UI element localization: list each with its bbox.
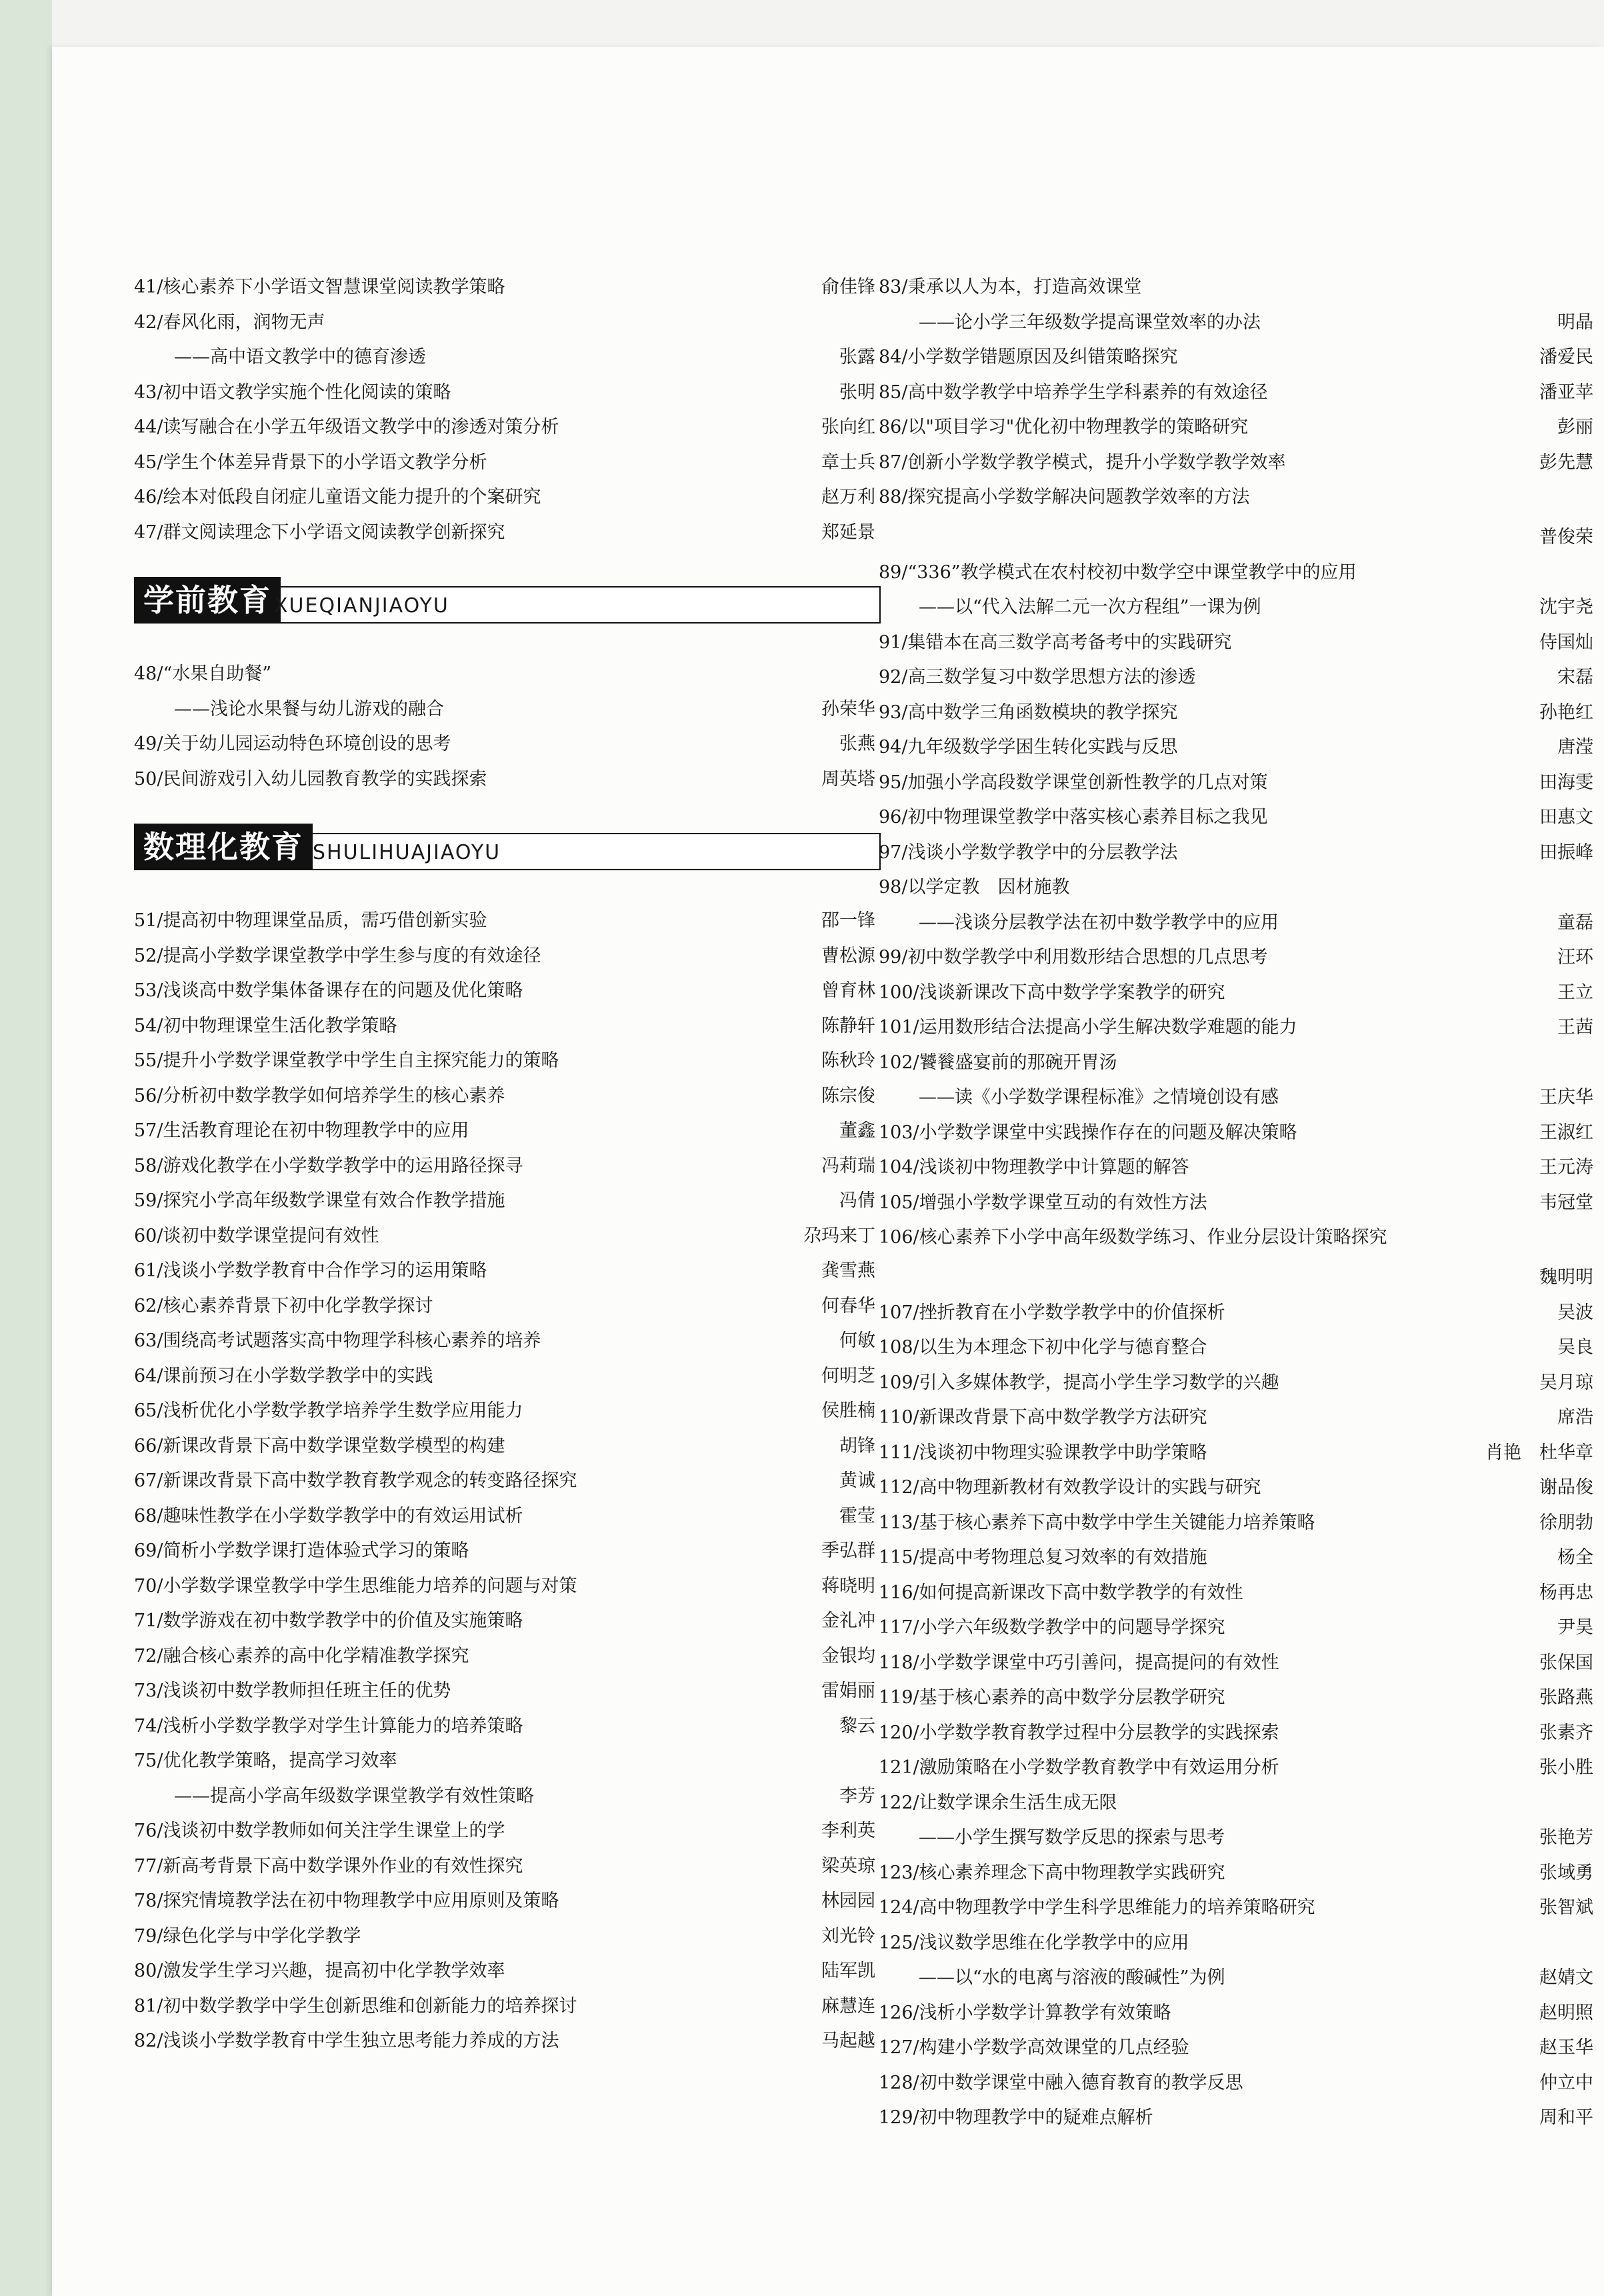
toc-entry [879, 730, 1599, 766]
entry-title: 77/新高考背景下高中数学课外作业的有效性探究 [134, 1855, 523, 1877]
entry-author: 王茜 [1557, 1017, 1593, 1038]
toc-entry [879, 2101, 1599, 2136]
entry-title: 87/创新小学数学教学模式，提升小学数学教学效率 [879, 451, 1286, 473]
entry-title: 116/如何提高新课改下高中数学教学的有效性 [879, 1582, 1243, 1603]
entry-author: 霍莹 [839, 1505, 875, 1526]
toc-entry [134, 480, 881, 515]
entry-author: 肖艳 杜华章 [1485, 1442, 1593, 1463]
toc-entry [879, 1610, 1599, 1646]
entry-author: 季弘群 [821, 1540, 875, 1561]
entry-title: 115/提高中考物理总复习效率的有效措施 [879, 1547, 1207, 1568]
entry-title: 105/增强小学数学课堂互动的有效性方法 [879, 1192, 1207, 1213]
entry-title: 97/浅谈小学数学教学中的分层教学法 [879, 842, 1178, 863]
entry-title: 123/核心素养理念下高中物理教学实践研究 [879, 1862, 1225, 1883]
toc-entry [134, 2024, 881, 2059]
toc-entry [879, 1751, 1599, 1786]
entry-author: 彭丽 [1557, 417, 1593, 437]
entry-title: 106/核心素养下小学中高年级数学练习、作业分层设计策略探究 [879, 1227, 1387, 1248]
toc-entry [134, 657, 881, 692]
toc-entry [134, 445, 881, 481]
entry-title: 56/分析初中数学教学如何培养学生的核心素养 [134, 1085, 505, 1106]
entry-group-shulihua-continued [879, 270, 1599, 2136]
toc-entry [879, 1186, 1599, 1221]
toc-entry [134, 939, 881, 974]
entry-author: 黎云 [839, 1715, 875, 1737]
toc-entry [134, 1289, 881, 1324]
entry-title: 78/探究情境教学法在初中物理教学中应用原则及策略 [134, 1891, 559, 1911]
toc-entry [879, 1366, 1599, 1401]
entry-title: 120/小学数学教育教学过程中分层教学的实践探索 [879, 1722, 1279, 1743]
entry-author: 王庆华 [1539, 1087, 1593, 1108]
entry-title: 48/“水果自助餐” [134, 664, 272, 684]
entry-author: 吴波 [1557, 1302, 1593, 1323]
toc-entry [879, 1080, 1599, 1116]
toc-entry [879, 1646, 1599, 1681]
entry-author: 章士兵 [821, 451, 875, 473]
entry-title: 86/以"项目学习"优化初中物理教学的策略研究 [879, 417, 1249, 437]
toc-entry [879, 515, 1599, 555]
entry-author: 童磊 [1557, 912, 1593, 933]
entry-author: 陈静轩 [821, 1015, 875, 1036]
entry-author: 金礼冲 [821, 1610, 875, 1631]
entry-title: 57/生活教育理论在初中物理教学中的应用 [134, 1120, 469, 1141]
entry-author: 曹松源 [821, 945, 875, 966]
toc-entry [134, 1919, 881, 1955]
entry-title: 66/新课改背景下高中数学课堂数学模型的构建 [134, 1435, 505, 1456]
toc-entry [134, 1429, 881, 1464]
toc-entry [134, 1814, 881, 1849]
entry-title: 52/提高小学数学课堂教学中学生参与度的有效途径 [134, 945, 541, 966]
toc-entry [134, 1989, 881, 2025]
section-title: 数理化教育 [134, 824, 313, 870]
entry-title: 91/集错本在高三数学高考备考中的实践研究 [879, 632, 1232, 653]
entry-author: 蒋晓明 [821, 1575, 875, 1596]
entry-author: 普俊荣 [1539, 527, 1593, 547]
entry-title: 118/小学数学课堂中巧引善问，提高提问的有效性 [879, 1652, 1279, 1673]
toc-entry [879, 1116, 1599, 1151]
entry-title: 128/初中数学课堂中融入德育教育的教学反思 [879, 2072, 1243, 2093]
entry-author: 雷娟丽 [821, 1680, 875, 1701]
toc-entry [134, 692, 881, 728]
entry-title: 43/初中语文教学实施个性化阅读的策略 [134, 381, 451, 403]
toc-entry [134, 1604, 881, 1639]
toc-entry [134, 1254, 881, 1289]
toc-entry [879, 305, 1599, 341]
entry-title: ——以“代入法解二元一次方程组”一课为例 [919, 597, 1261, 618]
toc-entry [134, 1184, 881, 1219]
entry-author: 潘爱民 [1539, 347, 1593, 367]
entry-title: 125/浅议数学思维在化学教学中的应用 [879, 1932, 1189, 1953]
toc-entry [134, 1394, 881, 1429]
entry-title: 62/核心素养背景下初中化学教学探讨 [134, 1295, 433, 1316]
page-spine [0, 0, 52, 2296]
entry-title: 59/探究小学高年级数学课堂有效合作教学措施 [134, 1190, 505, 1211]
toc-entry [879, 906, 1599, 941]
toc-page [52, 47, 1604, 2296]
section-pinyin: XUEQIANJIAOYU [274, 594, 449, 618]
toc-entry [879, 1540, 1599, 1576]
entry-author: 黄诚 [839, 1470, 875, 1491]
entry-author: 吴月琼 [1539, 1372, 1593, 1393]
entry-author: 马起越 [821, 2031, 875, 2051]
toc-entry [134, 1499, 881, 1534]
entry-author: 李利英 [821, 1821, 875, 1841]
entry-title: 58/游戏化教学在小学数学教学中的运用路径探寻 [134, 1155, 523, 1176]
entry-title: ——以“水的电离与溶液的酸碱性”为例 [919, 1967, 1225, 1988]
toc-entry [879, 1996, 1599, 2031]
toc-entry [879, 1150, 1599, 1186]
toc-entry [134, 1324, 881, 1359]
entry-author: 陆军凯 [821, 1961, 875, 1981]
entry-author: 田惠文 [1539, 807, 1593, 828]
toc-entry [879, 270, 1599, 305]
entry-group-yuwen [134, 270, 881, 550]
entry-author: 杨再忠 [1539, 1582, 1593, 1603]
toc-entry [134, 1744, 881, 1779]
entry-author: 赵婧文 [1539, 1967, 1593, 1988]
entry-author: 张域勇 [1539, 1862, 1593, 1883]
left-column [134, 270, 881, 2059]
entry-author: 陈宗俊 [821, 1085, 875, 1106]
entry-title: 108/以生为本理念下初中化学与德育整合 [879, 1337, 1207, 1358]
entry-author: 吴良 [1557, 1337, 1593, 1358]
entry-title: 101/运用数形结合法提高小学生解决数学难题的能力 [879, 1017, 1297, 1038]
toc-entry [134, 305, 881, 341]
toc-entry [134, 515, 881, 551]
entry-author: 俞佳锋 [821, 277, 875, 297]
entry-title: 79/绿色化学与中学化学教学 [134, 1925, 361, 1947]
entry-title: 67/新课改背景下高中数学教育教学观念的转变路径探究 [134, 1470, 577, 1491]
entry-author: 林园园 [821, 1891, 875, 1911]
entry-title: 60/谈初中数学课堂提问有效性 [134, 1225, 379, 1246]
entry-author: 徐朋勃 [1539, 1512, 1593, 1533]
toc-entry [134, 1464, 881, 1499]
entry-author: 侍国灿 [1539, 632, 1593, 653]
entry-title: 85/高中数学教学中培养学生学科素养的有效途径 [879, 381, 1268, 403]
toc-entry [134, 1114, 881, 1149]
entry-title: 45/学生个体差异背景下的小学语文教学分析 [134, 451, 487, 473]
entry-author: 刘光铃 [821, 1925, 875, 1947]
entry-author: 赵明照 [1539, 2002, 1593, 2023]
entry-author: 张露 [839, 347, 875, 367]
entry-author: 周和平 [1539, 2107, 1593, 2128]
entry-author: 张明 [839, 381, 875, 403]
entry-author: 张小胜 [1539, 1757, 1593, 1778]
entry-title: 117/小学六年级数学教学中的问题导学探究 [879, 1617, 1225, 1638]
entry-title: ——高中语文教学中的德育渗透 [174, 347, 426, 367]
entry-title: 83/秉承以人为本，打造高效课堂 [879, 277, 1142, 297]
entry-title: 92/高三数学复习中数学思想方法的渗透 [879, 667, 1196, 688]
entry-author: 董鑫 [839, 1120, 875, 1141]
entry-author: 冯倩 [839, 1190, 875, 1211]
toc-entry [879, 590, 1599, 626]
toc-entry [134, 1044, 881, 1079]
entry-author: 明晶 [1557, 311, 1593, 333]
toc-entry [134, 1884, 881, 1919]
entry-title: 61/浅谈小学数学教育中合作学习的运用策略 [134, 1260, 487, 1281]
entry-author: 冯莉瑞 [821, 1155, 875, 1176]
entry-title: 100/浅谈新课改下高中数学学案教学的研究 [879, 982, 1225, 1003]
entry-author: 何明芝 [821, 1365, 875, 1386]
toc-entry [134, 974, 881, 1009]
entry-author: 仲立中 [1539, 2072, 1593, 2093]
toc-entry [879, 976, 1599, 1011]
entry-author: 田振峰 [1539, 842, 1593, 863]
entry-title: 64/课前预习在小学数学教学中的实践 [134, 1365, 433, 1386]
toc-entry [879, 1891, 1599, 1926]
entry-author: 陈秋玲 [821, 1050, 875, 1071]
entry-author: 张智斌 [1539, 1897, 1593, 1918]
toc-entry [879, 1436, 1599, 1471]
entry-title: 76/浅谈初中数学教师如何关注学生课堂上的学 [134, 1821, 505, 1841]
entry-author: 谢品俊 [1539, 1477, 1593, 1498]
entry-title: 82/浅谈小学数学教育中学生独立思考能力养成的方法 [134, 2031, 559, 2051]
entry-title: ——小学生撰写数学反思的探索与思考 [919, 1827, 1225, 1848]
entry-title: 50/民间游戏引入幼儿园教育教学的实践探索 [134, 768, 487, 790]
section-pinyin: SHULIHUAJIAOYU [313, 841, 501, 864]
entry-title: 112/高中物理新教材有效教学设计的实践与研究 [879, 1477, 1261, 1498]
entry-title: 127/构建小学数学高效课堂的几点经验 [879, 2037, 1189, 2058]
entry-title: 80/激发学生学习兴趣，提高初中化学教学效率 [134, 1961, 505, 1981]
entry-title: 75/优化教学策略，提高学习效率 [134, 1751, 397, 1771]
toc-entry [879, 2031, 1599, 2066]
entry-author: 彭先慧 [1539, 451, 1593, 473]
toc-entry [134, 1569, 881, 1604]
entry-author: 张素齐 [1539, 1722, 1593, 1743]
toc-entry [879, 940, 1599, 976]
toc-entry [879, 445, 1599, 481]
entry-title: 95/加强小学高段数学课堂创新性教学的几点对策 [879, 772, 1268, 793]
toc-entry [879, 1680, 1599, 1716]
entry-title: 47/群文阅读理念下小学语文阅读教学创新探究 [134, 521, 505, 543]
entry-title: 122/让数学课余生活生成无限 [879, 1792, 1117, 1813]
toc-entry [879, 836, 1599, 871]
entry-author: 何春华 [821, 1295, 875, 1316]
entry-title: 49/关于幼儿园运动特色环境创设的思考 [134, 734, 451, 754]
section-title: 学前教育 [134, 577, 281, 624]
toc-entry [134, 1709, 881, 1745]
entry-author: 张燕 [839, 734, 875, 754]
entry-author: 杨全 [1557, 1547, 1593, 1568]
entry-title: 119/基于核心素养的高中数学分层教学研究 [879, 1687, 1225, 1708]
entry-author: 麻慧连 [821, 1995, 875, 2017]
entry-author: 汪环 [1557, 947, 1593, 968]
entry-title: 104/浅谈初中物理教学中计算题的解答 [879, 1157, 1189, 1178]
toc-entry [879, 626, 1599, 661]
toc-entry [879, 555, 1599, 591]
entry-author: 赵玉华 [1539, 2037, 1593, 2058]
entry-author: 金银均 [821, 1645, 875, 1666]
entry-title: 109/引入多媒体教学，提高小学生学习数学的兴趣 [879, 1372, 1279, 1393]
entry-author: 侯胜楠 [821, 1400, 875, 1421]
entry-title: 98/以学定教 因材施教 [879, 877, 1070, 898]
entry-title: 70/小学数学课堂教学中学生思维能力培养的问题与对策 [134, 1575, 577, 1596]
toc-entry [879, 2066, 1599, 2101]
entry-title: 111/浅谈初中物理实验课教学中助学策略 [879, 1442, 1207, 1463]
entry-author: 尹昊 [1557, 1617, 1593, 1638]
entry-title: 71/数学游戏在初中数学教学中的价值及实施策略 [134, 1610, 523, 1631]
entry-title: 126/浅析小学数学计算教学有效策略 [879, 2002, 1171, 2023]
entry-title: 53/浅谈高中数学集体备课存在的问题及优化策略 [134, 980, 523, 1001]
toc-entry [134, 375, 881, 411]
entry-author: 李芳 [839, 1785, 875, 1807]
right-column [879, 270, 1599, 2136]
entry-title: 94/九年级数学学困生转化实践与反思 [879, 737, 1178, 758]
entry-title: 107/挫折教育在小学数学教学中的价值探析 [879, 1302, 1225, 1323]
entry-author: 孙荣华 [821, 698, 875, 720]
toc-entry [134, 1219, 881, 1254]
entry-title: 51/提高初中物理课堂品质，需巧借创新实验 [134, 910, 487, 931]
entry-title: 42/春风化雨，润物无声 [134, 311, 325, 333]
entry-title: ——读《小学数学课程标准》之情境创设有感 [919, 1087, 1279, 1108]
entry-title: 99/初中数学教学中利用数形结合思想的几点思考 [879, 947, 1268, 968]
entry-author: 郑延景 [821, 521, 875, 543]
toc-entry [134, 904, 881, 939]
toc-entry [879, 696, 1599, 731]
entry-title: 74/浅析小学数学教学对学生计算能力的培养策略 [134, 1715, 523, 1737]
entry-author: 曾育林 [821, 980, 875, 1001]
entry-title: 63/围绕高考试题落实高中物理学科核心素养的培养 [134, 1330, 541, 1351]
toc-entry [879, 870, 1599, 906]
entry-author: 梁英琼 [821, 1855, 875, 1877]
toc-entry [134, 1149, 881, 1184]
toc-entry [879, 410, 1599, 445]
toc-entry [879, 1296, 1599, 1331]
entry-title: 81/初中数学教学中学生创新思维和创新能力的培养探讨 [134, 1995, 577, 2017]
toc-entry [134, 1359, 881, 1394]
toc-entry [879, 1256, 1599, 1296]
entry-author: 张路燕 [1539, 1687, 1593, 1708]
toc-entry [134, 727, 881, 762]
toc-entry [134, 1954, 881, 1989]
entry-title: 110/新课改背景下高中数学教学方法研究 [879, 1407, 1207, 1428]
toc-entry [879, 1470, 1599, 1506]
toc-entry [879, 1400, 1599, 1436]
toc-entry [134, 1849, 881, 1885]
entry-title: ——提高小学高年级数学课堂教学有效性策略 [174, 1785, 534, 1807]
toc-entry [134, 1079, 881, 1114]
entry-author: 王立 [1557, 982, 1593, 1003]
entry-title: 73/浅谈初中数学教师担任班主任的优势 [134, 1680, 451, 1701]
entry-title: 41/核心素养下小学语文智慧课堂阅读教学策略 [134, 277, 505, 297]
entry-title: 72/融合核心素养的高中化学精准教学探究 [134, 1645, 469, 1666]
entry-author: 何敏 [839, 1330, 875, 1351]
entry-author: 宋磊 [1557, 667, 1593, 688]
toc-entry [879, 480, 1599, 515]
toc-entry [879, 1926, 1599, 1961]
entry-author: 邵一锋 [821, 910, 875, 931]
toc-entry [134, 1639, 881, 1674]
entry-title: 84/小学数学错题原因及纠错策略探究 [879, 347, 1178, 367]
section-header-shulihua [134, 824, 881, 884]
toc-entry [134, 270, 881, 305]
entry-author: 沈宇尧 [1539, 597, 1593, 618]
entry-title: 69/简析小学数学课打造体验式学习的策略 [134, 1540, 469, 1561]
entry-title: 102/饕餮盛宴前的那碗开胃汤 [879, 1052, 1117, 1073]
toc-entry [134, 410, 881, 445]
entry-author: 田海雯 [1539, 772, 1593, 793]
toc-entry [879, 375, 1599, 411]
toc-entry [134, 1009, 881, 1044]
entry-author: 孙艳红 [1539, 702, 1593, 723]
entry-title: ——浅论水果餐与幼儿游戏的融合 [174, 698, 444, 720]
toc-entry [879, 1576, 1599, 1611]
toc-entry [879, 1716, 1599, 1751]
entry-title: 46/绘本对低段自闭症儿童语文能力提升的个案研究 [134, 487, 541, 507]
entry-author: 胡锋 [839, 1435, 875, 1456]
entry-author: 张艳芳 [1539, 1827, 1593, 1848]
entry-title: 88/探究提高小学数学解决问题教学效率的方法 [879, 487, 1250, 507]
entry-author: 魏明明 [1539, 1267, 1593, 1288]
entry-title: 89/“336”教学模式在农村校初中数学空中课堂教学中的应用 [879, 561, 1357, 583]
entry-title: 44/读写融合在小学五年级语文教学中的渗透对策分析 [134, 417, 559, 437]
entry-author: 周英塔 [821, 768, 875, 790]
entry-title: 96/初中物理课堂教学中落实核心素养目标之我见 [879, 807, 1268, 828]
toc-entry [134, 1534, 881, 1569]
toc-entry [879, 1506, 1599, 1541]
toc-entry [879, 1961, 1599, 1996]
entry-author: 潘亚苹 [1539, 381, 1593, 403]
toc-entry [879, 660, 1599, 696]
entry-author: 张保国 [1539, 1652, 1593, 1673]
toc-entry [879, 1220, 1599, 1256]
entry-title: ——论小学三年级数学提高课堂效率的办法 [919, 311, 1261, 333]
entry-title: 129/初中物理教学中的疑难点解析 [879, 2107, 1153, 2128]
entry-title: 68/趣味性教学在小学数学教学中的有效运用试析 [134, 1505, 523, 1526]
entry-title: 124/高中物理教学中学生科学思维能力的培养策略研究 [879, 1897, 1315, 1918]
toc-entry [879, 1856, 1599, 1891]
entry-title: 54/初中物理课堂生活化教学策略 [134, 1015, 397, 1036]
entry-title: 121/激励策略在小学数学教育教学中有效运用分析 [879, 1757, 1279, 1778]
toc-entry [879, 1010, 1599, 1046]
section-header-xueqian [134, 577, 881, 637]
toc-entry [134, 762, 881, 798]
toc-entry [879, 1046, 1599, 1081]
entry-title: 93/高中数学三角函数模块的教学探究 [879, 702, 1178, 723]
entry-title: 103/小学数学课堂中实践操作存在的问题及解决策略 [879, 1122, 1297, 1143]
entry-author: 龚雪燕 [821, 1260, 875, 1281]
entry-author: 唐滢 [1557, 737, 1593, 758]
toc-entry [134, 340, 881, 375]
toc-entry [879, 800, 1599, 836]
entry-title: 65/浅析优化小学数学教学培养学生数学应用能力 [134, 1400, 523, 1421]
entry-group-xueqian [134, 657, 881, 797]
entry-title: 113/基于核心素养下高中数学中学生关键能力培养策略 [879, 1512, 1315, 1533]
entry-author: 张向红 [821, 417, 875, 437]
toc-entry [879, 1330, 1599, 1366]
entry-author: 赵万利 [821, 487, 875, 507]
toc-entry [879, 1786, 1599, 1821]
entry-author: 席浩 [1557, 1407, 1593, 1428]
toc-entry [134, 1779, 881, 1815]
entry-author: 王元涛 [1539, 1157, 1593, 1178]
toc-entry [134, 1674, 881, 1709]
toc-entry [879, 766, 1599, 801]
entry-author: 尕玛来丁 [803, 1225, 875, 1246]
toc-entry [879, 1821, 1599, 1856]
entry-title: ——浅谈分层教学法在初中数学教学中的应用 [919, 912, 1279, 933]
entry-title: 55/提升小学数学课堂教学中学生自主探究能力的策略 [134, 1050, 559, 1071]
entry-author: 王淑红 [1539, 1122, 1593, 1143]
toc-entry [879, 340, 1599, 375]
entry-author: 韦冠堂 [1539, 1192, 1593, 1213]
entry-group-shulihua [134, 904, 881, 2059]
